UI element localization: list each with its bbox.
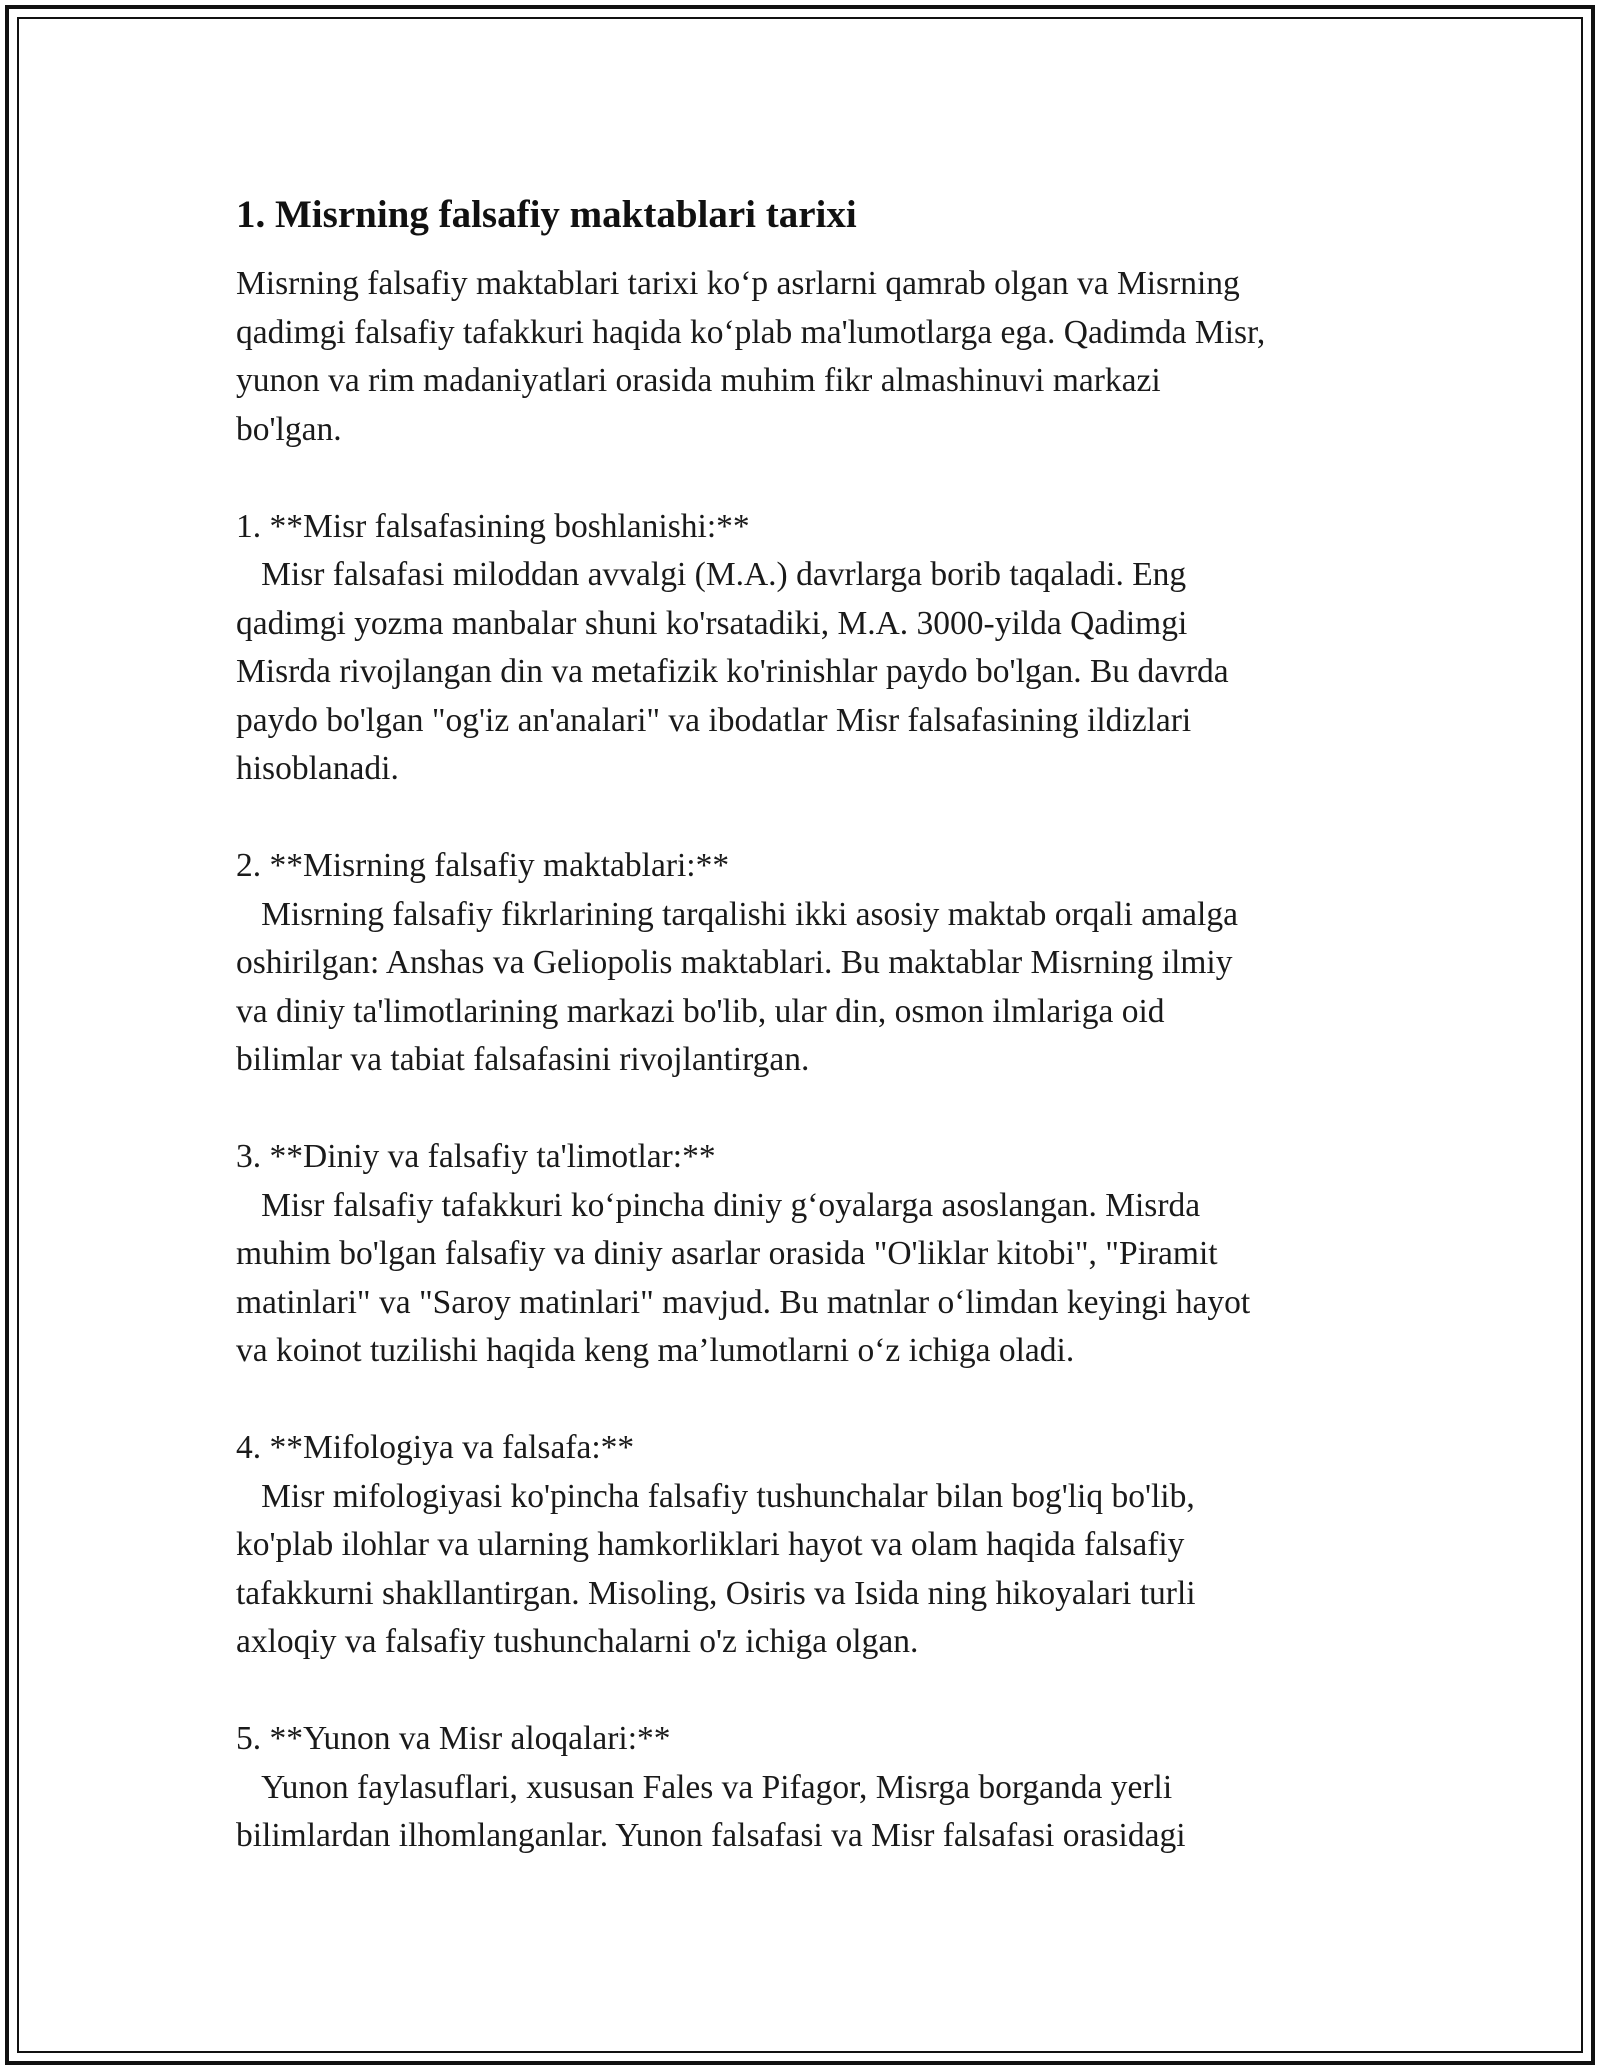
blank-line [236,454,1376,503]
text-line: Misr falsafasi miloddan avvalgi (M.A.) davrlarga borib taqaladi. Eng [236,556,1187,593]
text-line: va diniy ta'limotlarining markazi bo'lib, ular din, osmon ilmlariga oid [236,992,1165,1030]
text-line: 2. **Misrning falsafiy maktablari:** [236,847,730,884]
text-line: oshirilgan: Anshas va Geliopolis maktablari. Bu maktablar Misrning ilmiy [236,944,1233,981]
text-line: va koinot tuzilishi haqida keng ma’lumotlarni o‘z ichiga oladi. [236,1332,1075,1369]
blank-line [236,1667,1376,1716]
document-title: 1. Misrning falsafiy maktablari tarixi [236,193,857,236]
text-line: Misrda rivojlangan din va metafizik ko'rinishlar paydo bo'lgan. Bu davrda [236,653,1229,690]
text-line: Misr falsafiy tafakkuri ko‘pincha diniy g‘oyalarga asoslangan. Misrda [236,1186,1201,1224]
text-line: 4. **Mifologiya va falsafa:** [236,1429,635,1466]
text-line: yunon va rim madaniyatlari orasida muhim fikr almashinuvi markazi [236,362,1161,399]
text-line: hisoblanadi. [236,750,399,787]
text-line: 3. **Diniy va falsafiy ta'limotlar:** [236,1138,716,1175]
text-line: 1. **Misr falsafasining boshlanishi:** [236,507,750,545]
blank-line [236,1376,1376,1425]
text-line: axloqiy va falsafiy tushunchalarni o'z ichiga olgan. [236,1623,919,1660]
text-line: Misr mifologiyasi ko'pincha falsafiy tushunchalar bilan bog'liq bo'lib, [236,1477,1195,1515]
text-line: Misrning falsafiy fikrlarining tarqalishi ikki asosiy maktab orqali amalga [236,895,1238,933]
blank-line [236,1085,1376,1134]
blank-line [236,794,1376,843]
text-line: bilimlar va tabiat falsafasini rivojlantirgan. [236,1041,810,1078]
text-line: ko'plab ilohlar va ularning hamkorliklari hayot va olam haqida falsafiy [236,1526,1185,1563]
text-line: Yunon faylasuflari, xususan Fales va Pifagor, Misrga borganda yerli [236,1768,1173,1806]
text-line: matinlari" va "Saroy matinlari" mavjud. Bu matnlar o‘limdan keyingi hayot [236,1283,1251,1321]
document-content [236,186,1376,1861]
text-line: bilimlardan ilhomlanganlar. Yunon falsafasi va Misr falsafasi orasidagi [236,1817,1186,1854]
text-line: tafakkurni shakllantirgan. Misoling, Osiris va Isida ning hikoyalari turli [236,1574,1196,1612]
text-line: paydo bo'lgan "og'iz an'analari" va ibodatlar Misr falsafasining ildizlari [236,701,1192,739]
text-line: qadimgi falsafiy tafakkuri haqida ko‘plab ma'lumotlarga ega. Qadimda Misr, [236,313,1266,351]
document-body [236,260,1376,1861]
text-line: Misrning falsafiy maktablari tarixi ko‘p asrlarni qamrab olgan va Misrning [236,265,1240,302]
text-line: muhim bo'lgan falsafiy va diniy asarlar orasida "O'liklar kitobi", "Piramit [236,1235,1218,1272]
text-line: 5. **Yunon va Misr aloqalari:** [236,1720,671,1757]
text-line: qadimgi yozma manbalar shuni ko'rsatadiki, M.A. 3000-yilda Qadimgi [236,604,1188,642]
text-line: bo'lgan. [236,410,342,448]
